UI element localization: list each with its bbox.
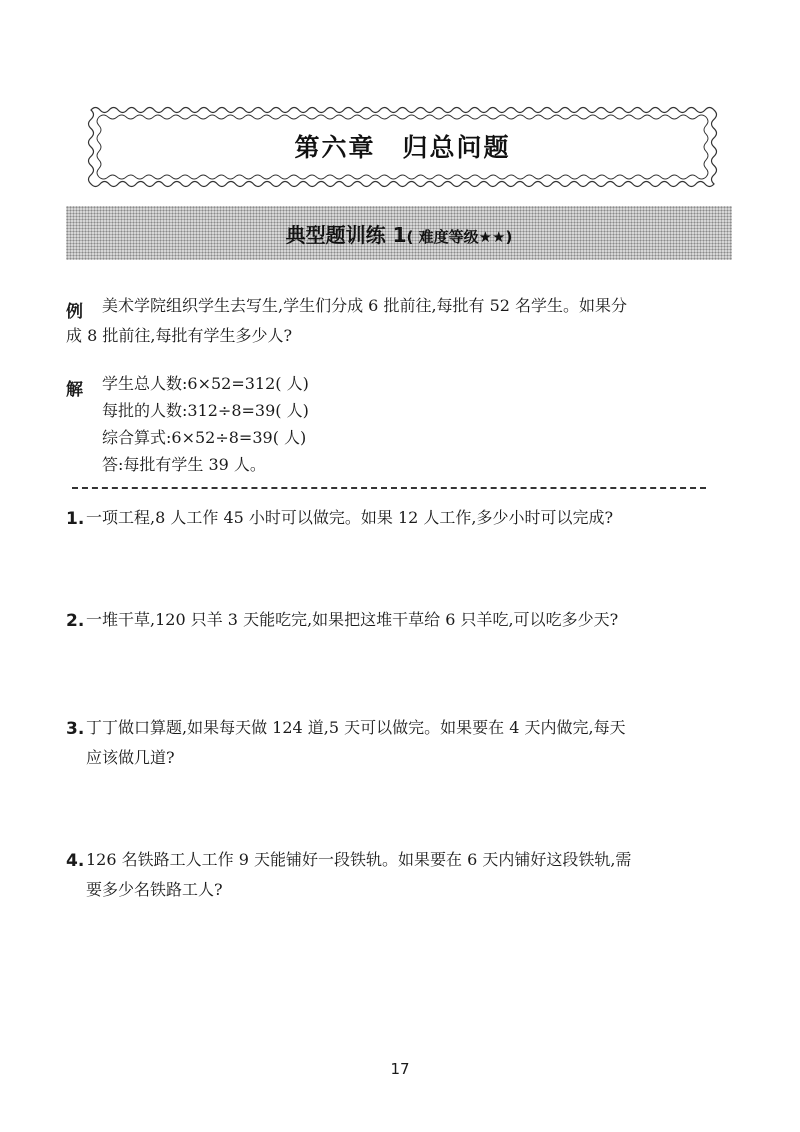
example-line-1: 美术学院组织学生去写生,学生们分成 6 批前往,每批有 52 名学生。如果分 [102,296,628,315]
problem-3-text-line-1: 丁丁做口算题,如果每天做 124 道,5 天可以做完。如果要在 4 天内做完,每天 [86,718,626,737]
problem-1-number: 1. [66,509,85,529]
chapter-title: 第六章 归总问题 [294,133,511,162]
example-line-2: 成 8 批前往,每批有学生多少人? [66,326,293,345]
problem-3-number: 3. [66,719,85,739]
solution-line-4: 答:每批有学生 39 人。 [102,455,266,474]
solution-label: 解 [66,380,83,400]
solution-line-3: 综合算式:6×52÷8=39( 人) [102,428,307,447]
problem-4-text-line-1: 126 名铁路工人工作 9 天能铺好一段铁轨。如果要在 6 天内铺好这段铁轨,需 [86,850,632,869]
problem-2-text: 一堆干草,120 只羊 3 天能吃完,如果把这堆干草给 6 只羊吃,可以吃多少天? [86,610,619,629]
problem-2-number: 2. [66,611,85,631]
problem-4-number: 4. [66,851,85,871]
problem-3-text-line-2: 应该做几道? [86,748,175,767]
solution-line-1: 学生总人数:6×52=312( 人) [102,374,309,393]
example-label: 例 [66,302,83,322]
dashed-divider [72,487,706,489]
page-number: 17 [390,1060,410,1078]
difficulty-rating: ( 难度等级★★) [406,228,513,246]
section-title: 典型题训练 1 [285,223,407,247]
section-heading [66,219,732,248]
solution-line-2: 每批的人数:312÷8=39( 人) [102,401,309,420]
problem-4-text-line-2: 要多少名铁路工人? [86,880,223,899]
problem-1-text: 一项工程,8 人工作 45 小时可以做完。如果 12 人工作,多少小时可以完成? [86,508,614,527]
